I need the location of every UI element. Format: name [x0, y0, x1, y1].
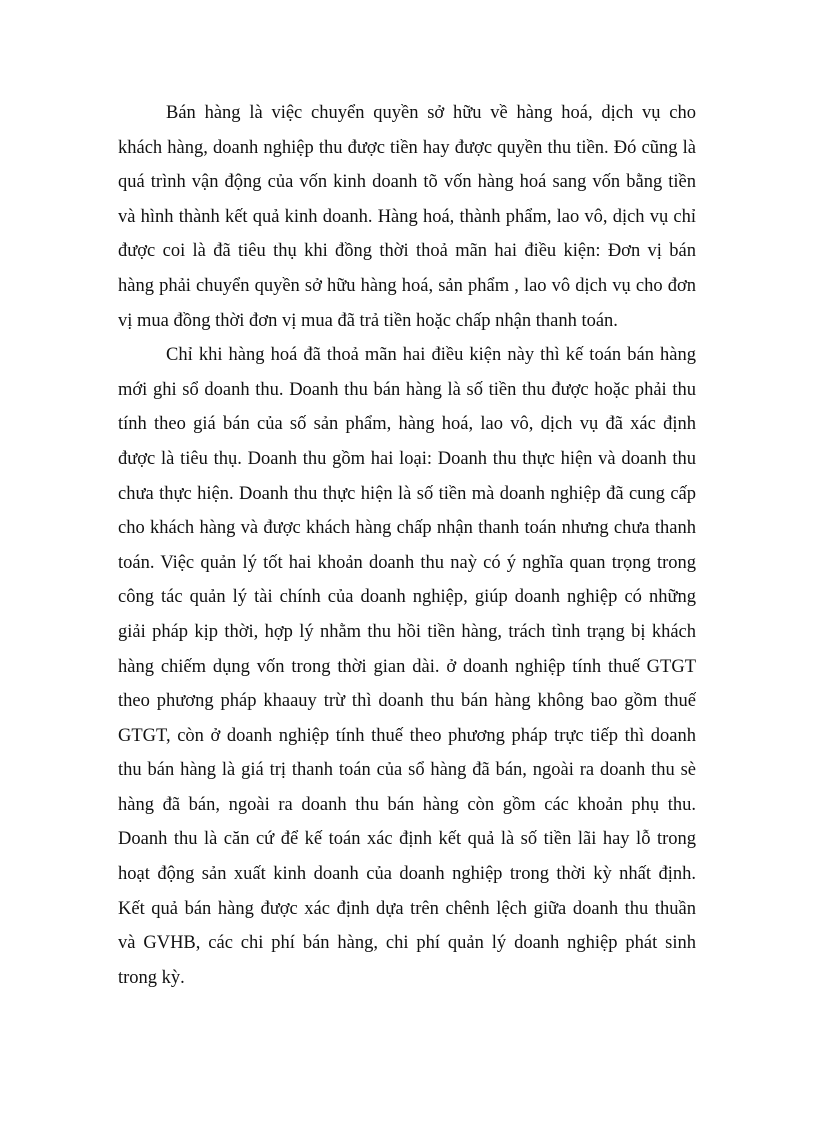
document-page	[118, 96, 696, 995]
text-line: hàng phải chuyển quyền sở hữu hàng hoá, sản phẩm , lao vô dịch vụ cho đơn	[118, 275, 696, 296]
text-line: Bán hàng là việc chuyển quyền sở hữu về hàng hoá, dịch vụ cho	[166, 103, 696, 123]
text-line: hoạt động sản xuất kinh doanh của doanh nghiệp trong thời kỳ nhất định.	[118, 864, 696, 885]
text-line: theo phương pháp khaauy trừ thì doanh thu bán hàng không bao gồm thuế	[118, 691, 696, 712]
text-line: quá trình vận động của vốn kinh doanh tõ vốn hàng hoá sang vốn bằng tiền	[118, 172, 696, 193]
text-line: và GVHB, các chi phí bán hàng, chi phí quản lý doanh nghiệp phát sinh	[118, 933, 696, 954]
text-line: cho khách hàng và được khách hàng chấp nhận thanh toán nhưng chưa thanh	[118, 518, 696, 539]
text-line: giải pháp kịp thời, hợp lý nhằm thu hồi tiền hàng, trách tình trạng bị khách	[118, 621, 696, 642]
text-line: vị mua đồng thời đơn vị mua đã trả tiền hoặc chấp nhận thanh toán.	[118, 310, 618, 331]
text-line: công tác quản lý tài chính của doanh nghiệp, giúp doanh nghiệp có những	[118, 587, 696, 608]
text-line: Kết quả bán hàng được xác định dựa trên chênh lệch giữa doanh thu thuần	[118, 898, 696, 919]
text-line: trong kỳ.	[118, 967, 185, 988]
text-line: Chỉ khi hàng hoá đã thoả mãn hai điều kiện này thì kế toán bán hàng	[166, 345, 696, 366]
text-line: hàng đã bán, ngoài ra doanh thu bán hàng còn gồm các khoản phụ thu.	[118, 794, 696, 815]
text-line: toán. Việc quản lý tốt hai khoản doanh thu naỳ có ý nghĩa quan trọng trong	[118, 552, 696, 573]
text-line: GTGT, còn ở doanh nghiệp tính thuế theo phương pháp trực tiếp thì doanh	[118, 725, 696, 746]
text-line: chưa thực hiện. Doanh thu thực hiện là số tiền mà doanh nghiệp đã cung cấp	[118, 483, 696, 504]
text-line: được coi là đã tiêu thụ khi đồng thời thoả mãn hai điều kiện: Đơn vị bán	[118, 241, 696, 262]
paragraph-2	[118, 338, 696, 995]
paragraph-1	[118, 96, 696, 338]
text-line: Doanh thu là căn cứ để kế toán xác định kết quả là số tiền lãi hay lỗ trong	[118, 829, 696, 850]
text-line: và hình thành kết quả kinh doanh. Hàng hoá, thành phẩm, lao vô, dịch vụ chỉ	[118, 206, 696, 227]
text-line: hàng chiếm dụng vốn trong thời gian dài. ở doanh nghiệp tính thuế GTGT	[118, 656, 696, 677]
text-line: khách hàng, doanh nghiệp thu được tiền hay được quyền thu tiền. Đó cũng là	[118, 137, 696, 158]
text-line: thu bán hàng là giá trị thanh toán của sổ hàng đã bán, ngoài ra doanh thu sè	[118, 760, 696, 781]
text-line: được là tiêu thụ. Doanh thu gồm hai loại: Doanh thu thực hiện và doanh thu	[118, 448, 696, 469]
text-line: mới ghi sổ doanh thu. Doanh thu bán hàng là số tiền thu được hoặc phải thu	[118, 379, 696, 400]
text-line: tính theo giá bán của số sản phẩm, hàng hoá, lao vô, dịch vụ đã xác định	[118, 414, 696, 435]
